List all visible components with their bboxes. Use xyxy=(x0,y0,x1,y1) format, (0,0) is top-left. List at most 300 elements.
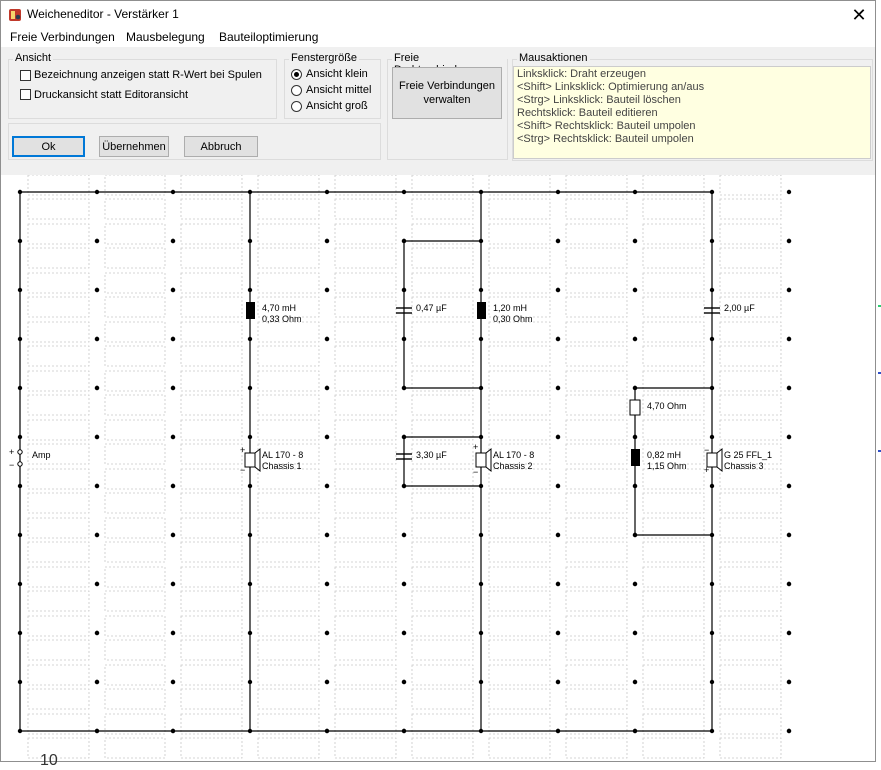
component-slot xyxy=(28,738,89,758)
component-slot xyxy=(489,518,550,538)
component-slot xyxy=(105,248,165,268)
cancel-button[interactable]: Abbruch xyxy=(184,136,258,157)
grid-node xyxy=(787,631,791,635)
component-slot xyxy=(105,199,165,219)
inductor-1-resistance: 0,33 Ohm xyxy=(262,314,302,324)
menu-freie-verbindungen[interactable]: Freie Verbindungen xyxy=(10,30,115,44)
component-slot xyxy=(566,542,627,562)
component-slot xyxy=(258,738,319,758)
grid-node xyxy=(171,631,175,635)
grid-node xyxy=(556,435,560,439)
component-slot xyxy=(566,518,627,538)
component-slot xyxy=(181,616,242,636)
component-slot xyxy=(489,273,550,293)
grid-node xyxy=(171,239,175,243)
grid-node xyxy=(787,582,791,586)
grid-node xyxy=(556,337,560,341)
mausaktionen-label: Mausaktionen xyxy=(519,52,588,64)
fenstergroesse-label: Fenstergröße xyxy=(291,52,358,64)
component-slot xyxy=(28,567,89,587)
component-slot xyxy=(28,395,89,415)
component-slot xyxy=(412,665,473,685)
component-slot xyxy=(335,273,396,293)
component-slot xyxy=(566,616,627,636)
component-slot xyxy=(643,542,704,562)
grid-node xyxy=(325,239,329,243)
grid-node xyxy=(787,680,791,684)
grid-node xyxy=(325,337,329,341)
component-slot xyxy=(335,248,396,268)
inductor-2-icon xyxy=(477,302,486,319)
grid-node xyxy=(556,288,560,292)
capacitor-2-value: 2,00 µF xyxy=(724,303,755,313)
component-slot xyxy=(566,199,627,219)
component-slot xyxy=(335,542,396,562)
component-slot xyxy=(105,640,165,660)
grid-node xyxy=(633,680,637,684)
component-slot xyxy=(105,689,165,709)
component-slot xyxy=(720,518,781,538)
resistor-icon xyxy=(630,400,640,415)
radio-ansicht-gross[interactable] xyxy=(291,101,302,112)
component-labels xyxy=(32,303,772,471)
component-slot xyxy=(643,665,704,685)
mausaktion-line: Linksklick: Draht erzeugen xyxy=(517,68,647,80)
grid-node xyxy=(325,680,329,684)
freie-verbindungen-verwalten-button[interactable] xyxy=(392,67,502,119)
grid-node xyxy=(325,288,329,292)
component-slot xyxy=(105,420,165,440)
component-slot xyxy=(643,420,704,440)
component-slot xyxy=(489,738,550,758)
component-slot xyxy=(412,346,473,366)
inductor-3-resistance: 1,15 Ohm xyxy=(647,461,687,471)
component-slot xyxy=(489,689,550,709)
component-slot xyxy=(181,322,242,342)
component-slot xyxy=(28,689,89,709)
component-slot xyxy=(258,420,319,440)
component-slot xyxy=(258,616,319,636)
component-slot xyxy=(720,395,781,415)
amp-minus-sign: − xyxy=(9,460,15,470)
component-slot xyxy=(258,518,319,538)
grid-node xyxy=(95,239,99,243)
component-slot xyxy=(412,542,473,562)
circuit-canvas[interactable] xyxy=(1,175,875,761)
grid-node xyxy=(171,386,175,390)
grid-node xyxy=(402,533,406,537)
component-slot xyxy=(489,493,550,513)
component-slot xyxy=(489,199,550,219)
component-slot xyxy=(566,493,627,513)
component-slot xyxy=(181,665,242,685)
component-slot xyxy=(720,665,781,685)
grid-node xyxy=(787,729,791,733)
background-fragment-text: 10 xyxy=(40,752,58,769)
component-slot xyxy=(105,444,165,464)
checkbox-druckansicht-label[interactable]: Druckansicht statt Editoransicht xyxy=(34,89,189,101)
menu-mausbelegung[interactable]: Mausbelegung xyxy=(126,30,205,44)
grid-node xyxy=(95,288,99,292)
grid-node xyxy=(633,631,637,635)
component-slot xyxy=(643,689,704,709)
component-slot xyxy=(412,640,473,660)
grid-node xyxy=(171,337,175,341)
component-slot xyxy=(105,297,165,317)
speaker-3-plus-sign: + xyxy=(704,465,710,475)
component-slot xyxy=(105,273,165,293)
component-slot xyxy=(566,395,627,415)
drahtverbindungen-label: Freie xyxy=(392,52,507,76)
component-slot xyxy=(28,371,89,391)
speaker-3-name: Chassis 3 xyxy=(724,461,764,471)
component-slot xyxy=(335,371,396,391)
component-slot xyxy=(489,420,550,440)
component-slot xyxy=(489,542,550,562)
grid-node xyxy=(633,582,637,586)
speaker-1-name: Chassis 1 xyxy=(262,461,302,471)
component-slot xyxy=(335,199,396,219)
component-slot xyxy=(181,199,242,219)
component-slot xyxy=(720,567,781,587)
mausaktion-line: <Strg> Linksklick: Bauteil löschen xyxy=(517,94,681,106)
component-slot xyxy=(181,420,242,440)
component-slot xyxy=(566,346,627,366)
speaker-2-plus-sign: + xyxy=(473,442,479,452)
radio-ansicht-mittel-label[interactable]: Ansicht mittel xyxy=(306,84,372,96)
inductor-3-value: 0,82 mH xyxy=(647,450,682,460)
inductor-1-value: 4,70 mH xyxy=(262,303,297,313)
component-slot xyxy=(412,518,473,538)
grid-node xyxy=(95,680,99,684)
grid-node xyxy=(633,337,637,341)
component-slot xyxy=(28,224,89,244)
component-slot xyxy=(720,738,781,758)
component-slot xyxy=(28,248,89,268)
component-slot xyxy=(720,199,781,219)
component-slot xyxy=(335,518,396,538)
component-slot xyxy=(105,224,165,244)
component-slot xyxy=(258,371,319,391)
grid-node xyxy=(95,435,99,439)
component-slot xyxy=(720,469,781,489)
component-slot xyxy=(258,493,319,513)
component-slot xyxy=(28,346,89,366)
amp-label: Amp xyxy=(32,450,51,460)
component-slot xyxy=(720,224,781,244)
component-slot xyxy=(181,469,242,489)
component-slot xyxy=(28,322,89,342)
speaker-3-model: G 25 FFL_1 xyxy=(724,450,773,460)
speaker-3-minus-sign: − xyxy=(704,445,710,455)
component-slot xyxy=(258,346,319,366)
mausaktion-line: <Strg> Rechtsklick: Bauteil umpolen xyxy=(517,133,694,145)
component-slot xyxy=(720,542,781,562)
grid-node xyxy=(787,435,791,439)
component-slot xyxy=(489,640,550,660)
grid-node xyxy=(95,386,99,390)
component-slot xyxy=(566,738,627,758)
inductor-2-resistance: 0,30 Ohm xyxy=(493,314,533,324)
grid-node xyxy=(402,582,406,586)
grid-node xyxy=(556,239,560,243)
freie-verbindungen-button-line2: verwalten xyxy=(423,94,471,106)
component-slot xyxy=(566,567,627,587)
ansicht-label: Ansicht xyxy=(15,52,52,64)
component-slot xyxy=(28,420,89,440)
speaker-2-name: Chassis 2 xyxy=(493,461,533,471)
component-slot xyxy=(412,616,473,636)
component-slot xyxy=(181,591,242,611)
component-slot xyxy=(412,689,473,709)
grid-node xyxy=(95,631,99,635)
component-slot xyxy=(412,199,473,219)
component-slot xyxy=(412,567,473,587)
component-slot xyxy=(335,322,396,342)
component-slot xyxy=(566,469,627,489)
grid-node xyxy=(325,533,329,537)
component-slot xyxy=(489,665,550,685)
grid-node xyxy=(787,484,791,488)
component-slot xyxy=(258,665,319,685)
component-slot xyxy=(412,395,473,415)
component-slot xyxy=(105,518,165,538)
component-slot xyxy=(28,616,89,636)
component-slot xyxy=(566,689,627,709)
grid-node xyxy=(402,680,406,684)
component-slot xyxy=(258,591,319,611)
component-slot xyxy=(566,248,627,268)
component-slot xyxy=(720,616,781,636)
radio-ansicht-mittel[interactable] xyxy=(291,85,302,96)
menu-bauteiloptimierung[interactable]: Bauteiloptimierung xyxy=(219,30,319,44)
app-icon xyxy=(8,8,22,22)
component-slot xyxy=(643,297,704,317)
component-slot xyxy=(181,273,242,293)
component-slot xyxy=(720,493,781,513)
radio-ansicht-klein[interactable] xyxy=(291,69,302,80)
component-slot xyxy=(412,322,473,342)
component-slot xyxy=(489,371,550,391)
component-slot xyxy=(720,420,781,440)
component-slot xyxy=(412,273,473,293)
component-slot xyxy=(181,738,242,758)
amp-plus-sign: + xyxy=(9,447,15,457)
component-slot xyxy=(643,591,704,611)
grid-node xyxy=(325,435,329,439)
component-slot xyxy=(105,542,165,562)
grid-node xyxy=(556,582,560,586)
component-slot xyxy=(489,346,550,366)
inductor-1-icon xyxy=(246,302,255,319)
component-slot xyxy=(181,444,242,464)
component-slot xyxy=(643,469,704,489)
component-slot xyxy=(181,248,242,268)
component-slot xyxy=(720,714,781,734)
component-slot xyxy=(105,616,165,636)
component-slot xyxy=(258,542,319,562)
grid-node xyxy=(787,386,791,390)
component-slot xyxy=(566,420,627,440)
component-slot xyxy=(566,640,627,660)
grid-node xyxy=(325,631,329,635)
speaker-1-plus-sign: + xyxy=(240,445,246,455)
component-slot xyxy=(335,420,396,440)
grid-node xyxy=(95,582,99,586)
component-slot xyxy=(489,567,550,587)
checkbox-bezeichnung-label[interactable]: Bezeichnung anzeigen statt R-Wert bei Spulen xyxy=(34,69,262,81)
component-slot xyxy=(335,689,396,709)
menu-bar xyxy=(1,29,875,47)
inductor-2-value: 1,20 mH xyxy=(493,303,528,313)
component-slot xyxy=(181,371,242,391)
component-slot xyxy=(258,689,319,709)
component-slot xyxy=(720,640,781,660)
component-slot xyxy=(258,199,319,219)
mausaktion-line: <Shift> Rechtsklick: Bauteil umpolen xyxy=(517,120,696,132)
component-slot xyxy=(105,493,165,513)
radio-ansicht-gross-label[interactable]: Ansicht groß xyxy=(306,100,368,112)
component-slot xyxy=(720,322,781,342)
circuit-editor[interactable] xyxy=(1,175,875,761)
component-slot xyxy=(105,469,165,489)
component-slot xyxy=(181,346,242,366)
grid-node xyxy=(402,631,406,635)
amp-plus-terminal xyxy=(18,450,22,454)
mausaktion-line: <Shift> Linksklick: Optimierung an/aus xyxy=(517,81,705,93)
component-slot xyxy=(105,567,165,587)
component-slot xyxy=(489,248,550,268)
grid-node xyxy=(325,386,329,390)
wires xyxy=(20,192,712,731)
component-slot xyxy=(181,640,242,660)
grid-node xyxy=(325,582,329,586)
grid-node xyxy=(787,239,791,243)
component-slot xyxy=(335,738,396,758)
speaker-2-minus-sign: − xyxy=(473,467,479,477)
speaker-1-minus-sign: − xyxy=(240,465,246,475)
grid-node xyxy=(171,484,175,488)
component-slot xyxy=(643,738,704,758)
component-slot xyxy=(720,689,781,709)
grid-node xyxy=(556,680,560,684)
grid-node xyxy=(171,288,175,292)
component-slot xyxy=(335,591,396,611)
component-slot xyxy=(335,444,396,464)
checkbox-druckansicht[interactable] xyxy=(20,89,31,100)
component-slot xyxy=(566,665,627,685)
component-slot xyxy=(105,346,165,366)
component-slot xyxy=(28,665,89,685)
component-slot xyxy=(643,199,704,219)
component-slot xyxy=(335,297,396,317)
grid-node xyxy=(556,631,560,635)
component-slot xyxy=(489,591,550,611)
component-slot xyxy=(489,616,550,636)
component-slot xyxy=(28,493,89,513)
component-slot xyxy=(28,542,89,562)
component-slot xyxy=(720,371,781,391)
speaker-1-icon xyxy=(245,449,260,471)
component-slot xyxy=(335,224,396,244)
grid-node xyxy=(95,337,99,341)
close-icon[interactable]: ✕ xyxy=(851,5,867,25)
component-slot xyxy=(643,346,704,366)
checkbox-bezeichnung[interactable] xyxy=(20,70,31,81)
title-bar xyxy=(1,1,875,29)
resistor-value: 4,70 Ohm xyxy=(647,401,687,411)
component-slot xyxy=(720,175,781,195)
component-slot xyxy=(335,665,396,685)
component-slot xyxy=(720,273,781,293)
component-slot xyxy=(489,469,550,489)
component-slot xyxy=(643,248,704,268)
component-slot xyxy=(28,640,89,660)
component-slot xyxy=(643,567,704,587)
grid-node xyxy=(633,239,637,243)
component-slot xyxy=(566,297,627,317)
component-slot xyxy=(258,395,319,415)
component-slot xyxy=(412,493,473,513)
component-slot xyxy=(28,469,89,489)
component-slot xyxy=(28,199,89,219)
component-slot xyxy=(566,371,627,391)
component-slot xyxy=(335,640,396,660)
component-slot xyxy=(258,322,319,342)
amp-minus-terminal xyxy=(18,462,22,466)
component-slot xyxy=(105,591,165,611)
component-slot xyxy=(566,224,627,244)
component-slot xyxy=(720,248,781,268)
capacitor-1-value: 0,47 µF xyxy=(416,303,447,313)
component-slot xyxy=(720,346,781,366)
component-slot xyxy=(643,273,704,293)
freie-verbindungen-button-line1: Freie Verbindungen xyxy=(398,80,495,92)
component-slot xyxy=(566,322,627,342)
component-slot xyxy=(181,395,242,415)
component-slot xyxy=(335,616,396,636)
component-slot xyxy=(258,469,319,489)
grid-node xyxy=(325,484,329,488)
radio-ansicht-klein-label[interactable]: Ansicht klein xyxy=(306,68,368,80)
component-slot xyxy=(335,567,396,587)
grid-node xyxy=(171,533,175,537)
speaker-2-model: AL 170 - 8 xyxy=(493,450,535,460)
grid-node xyxy=(171,582,175,586)
component-slot xyxy=(258,567,319,587)
component-slot xyxy=(643,322,704,342)
component-slot xyxy=(105,371,165,391)
component-slot xyxy=(643,640,704,660)
component-slot xyxy=(28,297,89,317)
component-slot xyxy=(258,224,319,244)
speaker-1-model: AL 170 - 8 xyxy=(262,450,304,460)
grid-node xyxy=(556,484,560,488)
apply-button[interactable]: Übernehmen xyxy=(99,136,169,157)
grid-node xyxy=(171,435,175,439)
grid-node xyxy=(556,386,560,390)
component-slot xyxy=(258,248,319,268)
component-slot xyxy=(720,591,781,611)
grid-node xyxy=(787,190,791,194)
component-slot xyxy=(181,689,242,709)
mausaktion-line: Rechtsklick: Bauteil editieren xyxy=(517,107,658,119)
ok-button[interactable]: Ok xyxy=(12,136,85,157)
component-slot xyxy=(105,395,165,415)
component-slot xyxy=(566,591,627,611)
component-slot xyxy=(28,273,89,293)
components xyxy=(9,302,722,477)
